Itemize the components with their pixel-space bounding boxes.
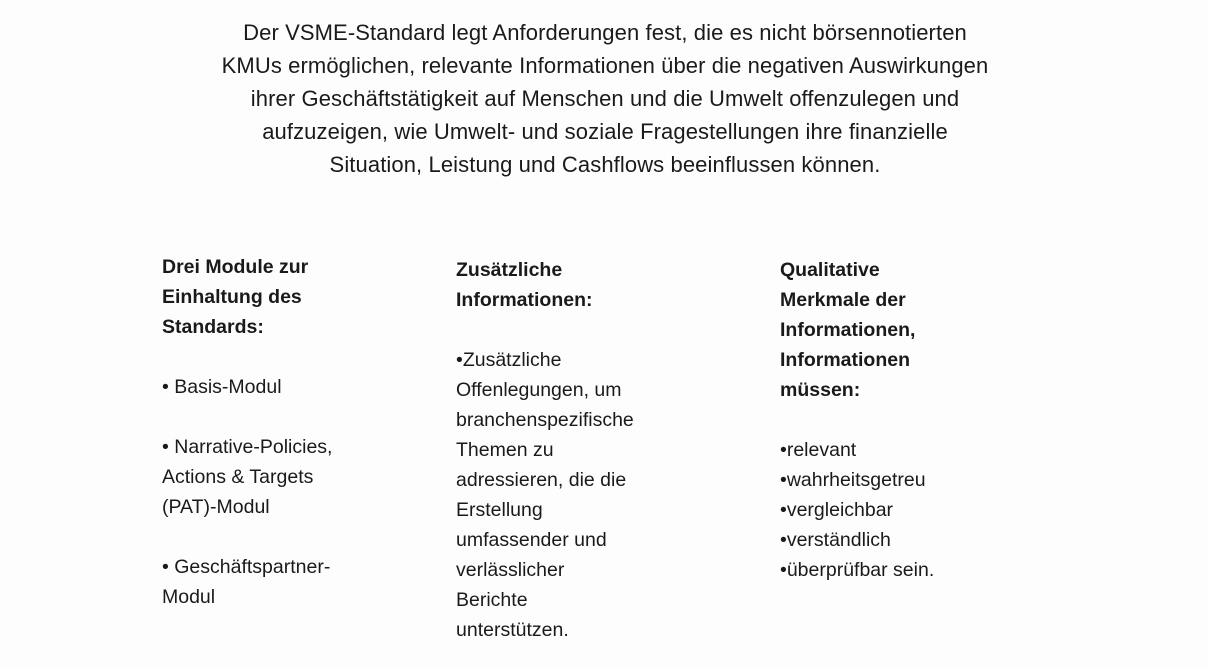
qualitative-heading-line: Informationen,: [780, 319, 916, 341]
additional-body-line: Berichte: [456, 589, 528, 611]
additional-body-line: Themen zu: [456, 439, 554, 461]
qualitative-list: [780, 435, 1010, 585]
qualitative-heading: [780, 255, 1010, 405]
module-item-line: Modul: [162, 586, 216, 608]
qualitative-list-item: •wahrheitsgetreu: [780, 469, 926, 491]
module-item-line: • Geschäftspartner-: [162, 556, 331, 578]
module-item-pat: [162, 432, 402, 522]
additional-body-line: Erstellung: [456, 499, 543, 521]
additional-body-line: adressieren, die die: [456, 469, 627, 491]
intro-paragraph: [140, 16, 1070, 181]
modules-heading-line: Einhaltung des: [162, 286, 302, 308]
qualitative-list-item: •vergleichbar: [780, 499, 894, 521]
qualitative-heading-line: Qualitative: [780, 259, 880, 281]
modules-heading-line: Standards:: [162, 316, 264, 338]
modules-heading: [162, 252, 402, 342]
module-item-basis: [162, 372, 402, 402]
intro-line: KMUs ermöglichen, relevante Informationen über die negativen Auswirkungen: [221, 53, 989, 78]
qualitative-heading-line: Merkmale der: [780, 289, 906, 311]
additional-body-line: branchenspezifische: [456, 409, 634, 431]
module-item-line: Actions & Targets: [162, 466, 314, 488]
additional-body-line: •Zusätzliche: [456, 349, 562, 371]
additional-info-body: [456, 345, 686, 645]
module-item-line: • Narrative-Policies,: [162, 436, 333, 458]
additional-body-line: Offenlegungen, um: [456, 379, 622, 401]
module-item-partner: [162, 552, 402, 612]
qualitative-heading-line: Informationen: [780, 349, 910, 371]
additional-info-column: [456, 255, 686, 645]
qualitative-list-item: •relevant: [780, 439, 857, 461]
modules-heading-line: Drei Module zur: [162, 256, 309, 278]
qualitative-list-item: •überprüfbar sein.: [780, 559, 935, 581]
intro-line: Situation, Leistung und Cashflows beeinflussen können.: [329, 152, 881, 177]
qualitative-column: [780, 255, 1010, 585]
additional-heading-line: Zusätzliche: [456, 259, 563, 281]
additional-body-line: umfassender und: [456, 529, 607, 551]
qualitative-heading-line: müssen:: [780, 379, 861, 401]
intro-line: ihrer Geschäftstätigkeit auf Menschen und die Umwelt offenzulegen und: [250, 86, 960, 111]
module-item-line: • Basis-Modul: [162, 376, 282, 398]
additional-body-line: verlässlicher: [456, 559, 565, 581]
additional-heading-line: Informationen:: [456, 289, 593, 311]
additional-body-line: unterstützen.: [456, 619, 569, 641]
qualitative-list-item: •verständlich: [780, 529, 891, 551]
intro-line: aufzuzeigen, wie Umwelt- und soziale Fragestellungen ihre finanzielle: [262, 119, 948, 144]
modules-column: [162, 252, 402, 612]
additional-info-heading: [456, 255, 686, 315]
intro-line: Der VSME-Standard legt Anforderungen fest, die es nicht börsennotierten: [243, 20, 967, 45]
module-item-line: (PAT)-Modul: [162, 496, 270, 518]
